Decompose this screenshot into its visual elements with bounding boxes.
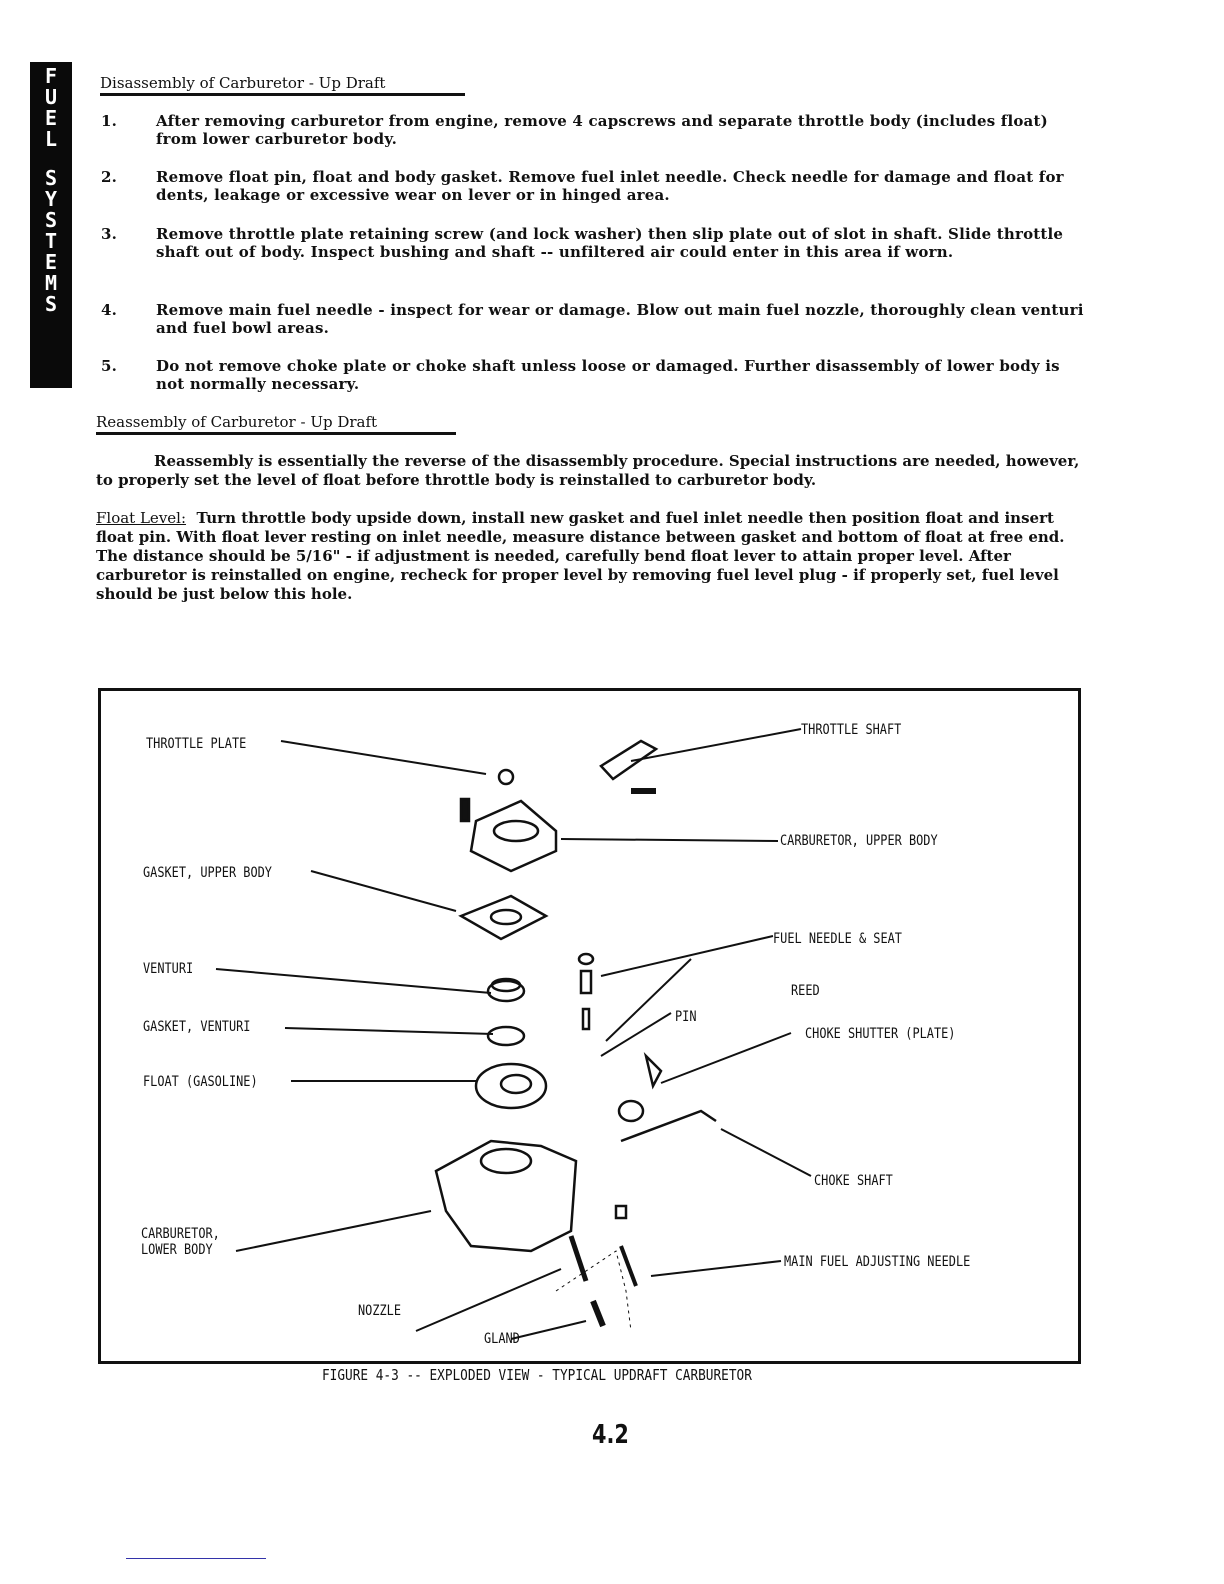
step-text: After removing carburetor from engine, remove 4 capscrews and separate throttle body (includes float) from lower carburetor body. <box>156 112 1048 148</box>
label-float: FLOAT (GASOLINE) <box>143 1074 258 1090</box>
step-text: Remove float pin, float and body gasket. Remove fuel inlet needle. Check needle for damage and float for dents, leakage or excessive wear on lever or in hinged area. <box>156 168 1064 204</box>
step-number: 5. <box>101 357 118 375</box>
tab-letter: S <box>44 166 58 190</box>
step-text: Remove main fuel needle - inspect for wear or damage. Blow out main fuel nozzle, thoroughly clean venturi and fuel bowl areas. <box>156 301 1084 337</box>
label-reed: REED <box>791 983 820 999</box>
step-3 <box>101 225 1086 261</box>
page-number: 4.2 <box>592 1420 629 1450</box>
step-number: 2. <box>101 168 118 186</box>
label-gasket-venturi: GASKET, VENTURI <box>143 1019 251 1035</box>
reassembly-intro: Reassembly is essentially the reverse of the disassembly procedure. Special instructions are needed, however, to properly set the level of float before throttle body is reinstalled to carburetor body. <box>96 452 1080 489</box>
float-level-label: Float Level: <box>96 509 187 527</box>
label-gasket-upper-body: GASKET, UPPER BODY <box>143 865 272 881</box>
label-nozzle: NOZZLE <box>358 1303 401 1319</box>
step-1 <box>101 112 1086 148</box>
label-venturi: VENTURI <box>143 961 194 977</box>
step-4 <box>101 301 1086 337</box>
label-gland: GLAND <box>484 1331 520 1347</box>
label-carburetor-upper-body: CARBURETOR, UPPER BODY <box>780 833 938 849</box>
float-level-paragraph <box>96 509 1091 604</box>
step-text: Do not remove choke plate or choke shaft unless loose or damaged. Further disassembly of lower body is not normally necessary. <box>156 357 1060 393</box>
step-number: 3. <box>101 225 118 243</box>
section-tab-fuel-systems <box>30 62 72 388</box>
step-text: Remove throttle plate retaining screw (and lock washer) then slip plate out of slot in shaft. Slide throttle shaft out of body. Inspect bushing and shaft -- unfiltered air could enter in this area if worn. <box>156 225 1064 261</box>
exploded-view-figure <box>98 688 1081 1364</box>
label-throttle-shaft: THROTTLE SHAFT <box>801 722 902 738</box>
tab-letter: E <box>44 250 58 274</box>
label-carburetor-lower-body-1: CARBURETOR, <box>141 1226 220 1242</box>
step-number: 4. <box>101 301 118 319</box>
tab-letter: M <box>44 271 58 295</box>
step-5 <box>101 357 1086 393</box>
tab-letter: S <box>44 208 58 232</box>
parts <box>436 741 716 1331</box>
label-fuel-needle-seat: FUEL NEEDLE & SEAT <box>773 931 902 947</box>
tab-letter: F <box>44 64 58 88</box>
label-throttle-plate: THROTTLE PLATE <box>146 736 247 752</box>
label-carburetor-lower-body-2: LOWER BODY <box>141 1242 213 1258</box>
step-number: 1. <box>101 112 118 130</box>
tab-letter: L <box>44 127 58 151</box>
reassembly-heading: Reassembly of Carburetor - Up Draft <box>96 413 456 435</box>
label-choke-shaft: CHOKE SHAFT <box>814 1173 893 1189</box>
label-choke-shutter: CHOKE SHUTTER (PLATE) <box>805 1026 956 1042</box>
disassembly-heading: Disassembly of Carburetor - Up Draft <box>100 74 465 96</box>
tab-letter: U <box>44 85 58 109</box>
tab-letter: E <box>44 106 58 130</box>
step-2 <box>101 168 1086 204</box>
float-level-text: Turn throttle body upside down, install new gasket and fuel inlet needle then position float and insert float pin. With float lever resting on inlet needle, measure distance between gasket and bottom of float at free end. The distance should be 5/16" - if adjustment is needed, carefully bend float lever to attain proper level. After carburetor is reinstalled on engine, recheck for proper level by removing fuel level plug - if properly set, fuel level should be just below this hole. <box>96 509 1065 603</box>
footnote-rule <box>126 1558 266 1559</box>
label-pin: PIN <box>675 1009 697 1025</box>
figure-caption: FIGURE 4-3 -- EXPLODED VIEW - TYPICAL UPDRAFT CARBURETOR <box>322 1366 752 1384</box>
tab-letter: Y <box>44 187 58 211</box>
label-main-fuel-adjusting-needle: MAIN FUEL ADJUSTING NEEDLE <box>784 1254 971 1270</box>
tab-letter: T <box>44 229 58 253</box>
tab-letter: S <box>44 292 58 316</box>
